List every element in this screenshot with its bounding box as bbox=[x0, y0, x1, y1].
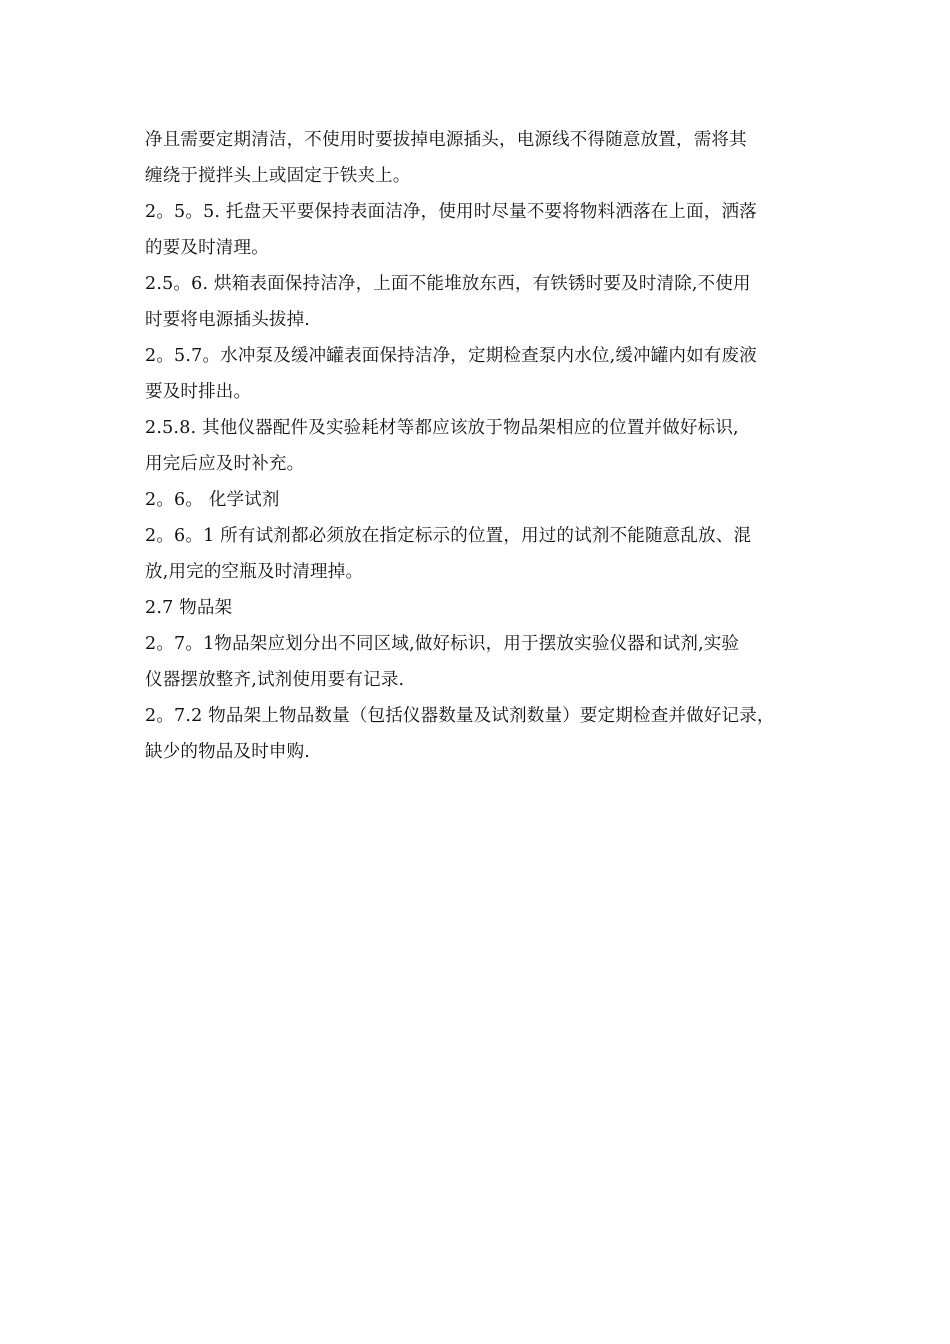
text-line: 放,用完的空瓶及时清理掉。 bbox=[145, 562, 364, 582]
document-body bbox=[145, 122, 815, 770]
text-line: 用完后应及时补充。 bbox=[145, 454, 305, 474]
text-line: 2.5。6. 烘箱表面保持洁净，上面不能堆放东西，有铁锈时要及时清除,不使用 bbox=[145, 274, 751, 294]
text-line: 2。7。1物品架应划分出不同区域,做好标识，用于摆放实验仪器和试剂,实验 bbox=[145, 634, 740, 654]
text-line: 2。5。5. 托盘天平要保持表面洁净，使用时尽量不要将物料洒落在上面，洒落 bbox=[145, 202, 757, 222]
section-heading: 2.7 物品架 bbox=[145, 598, 233, 618]
text-line: 2。5.7。水冲泵及缓冲罐表面保持洁净，定期检查泵内水位,缓冲罐内如有废液 bbox=[145, 346, 757, 366]
text-line: 的要及时清理。 bbox=[145, 238, 269, 258]
section-heading: 2。6。 化学试剂 bbox=[145, 490, 280, 510]
text-line: 2。7.2 物品架上物品数量（包括仪器数量及试剂数量）要定期检查并做好记录， bbox=[145, 706, 775, 726]
text-line: 要及时排出。 bbox=[145, 382, 252, 402]
text-line: 缠绕于搅拌头上或固定于铁夹上。 bbox=[145, 166, 411, 186]
text-line: 2.5.8. 其他仪器配件及实验耗材等都应该放于物品架相应的位置并做好标识, bbox=[145, 418, 739, 438]
text-line: 时要将电源插头拔掉. bbox=[145, 310, 311, 330]
text-line: 净且需要定期清洁，不使用时要拔掉电源插头，电源线不得随意放置，需将其 bbox=[145, 130, 747, 150]
text-line: 缺少的物品及时申购. bbox=[145, 742, 311, 762]
text-line: 2。6。1 所有试剂都必须放在指定标示的位置，用过的试剂不能随意乱放、混 bbox=[145, 526, 752, 546]
text-line: 仪器摆放整齐,试剂使用要有记录. bbox=[145, 670, 405, 690]
